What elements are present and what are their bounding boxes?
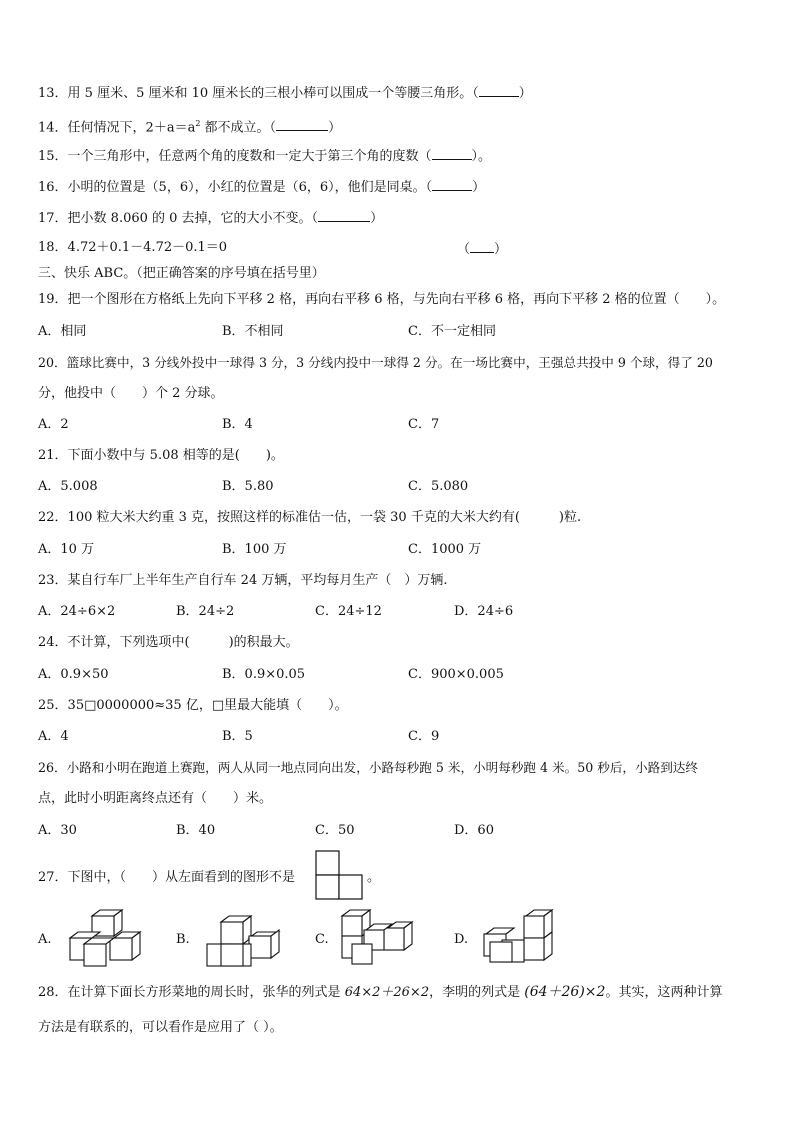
option-b[interactable]: B．不相同	[222, 324, 284, 339]
question-20-line-2: 分，他投中（ ）个 2 分球。	[38, 386, 224, 401]
option-c[interactable]: C．9	[408, 729, 440, 744]
option-d-cubes-figure	[478, 908, 558, 968]
question-14-text: 14．任何情况下，2＋a＝a	[38, 120, 196, 136]
question-15-text: 15．一个三角形中，任意两个角的度数和一定大于第三个角的度数（	[38, 149, 432, 164]
question-26-line-2: 点，此时小明距离终点还有（ ）米。	[38, 791, 273, 806]
question-16-text: 16．小明的位置是（5，6），小红的位置是（6，6），他们是同桌。（	[38, 180, 433, 195]
option-a[interactable]: A.	[38, 932, 52, 947]
question-13	[38, 84, 532, 102]
answer-blank[interactable]	[432, 147, 472, 160]
question-28-line-1	[38, 984, 722, 1001]
question-14	[38, 116, 341, 136]
question-27-end: 。	[367, 870, 381, 885]
question-18-answer	[457, 240, 507, 258]
option-c[interactable]: C．24÷12	[315, 604, 382, 619]
option-a[interactable]: A．4	[38, 729, 69, 744]
question-17	[38, 209, 383, 227]
option-a[interactable]: A．0.9×50	[38, 667, 109, 682]
answer-blank[interactable]	[276, 118, 328, 131]
option-a[interactable]: A．相同	[38, 324, 87, 339]
superscript: 2	[195, 119, 201, 128]
option-a[interactable]: A．30	[38, 823, 77, 838]
option-d[interactable]: D．60	[454, 823, 494, 838]
option-c-cubes-figure	[338, 908, 418, 968]
option-b[interactable]: B．5	[222, 729, 253, 744]
paren-close: ）	[370, 211, 384, 226]
question-27	[38, 870, 295, 886]
question-14-text-end: 都不成立。（	[200, 120, 277, 136]
option-b-cubes-figure	[205, 912, 281, 968]
paren-close: ）。	[471, 149, 492, 164]
option-c[interactable]: C．50	[315, 823, 355, 838]
option-c[interactable]: C．900×0.005	[408, 667, 504, 682]
option-c[interactable]: C．1000 万	[408, 542, 482, 557]
question-27-text: 27．下图中，（ ）从左面看到的图形不是	[38, 870, 296, 885]
question-16	[38, 178, 485, 196]
question-28-text-mid: ，李明的列式是	[429, 985, 525, 1000]
question-13-text: 13．用 5 厘米、5 厘米和 10 厘米长的三根小棒可以围成一个等腰三角形。（	[38, 86, 479, 101]
question-28-text: 28．在计算下面长方形菜地的周长时，张华的列式是	[38, 985, 345, 1000]
formula-liming: (64＋26)×2	[524, 984, 606, 1000]
paren-close: ）	[328, 120, 342, 136]
paren-close: ）	[494, 242, 508, 257]
option-d[interactable]: D．24÷6	[454, 604, 514, 619]
option-c[interactable]: C．不一定相同	[408, 324, 496, 339]
option-b[interactable]: B．100 万	[222, 542, 287, 557]
answer-blank[interactable]	[318, 209, 370, 222]
option-b[interactable]: B．24÷2	[176, 604, 235, 619]
option-b[interactable]: B．5.80	[222, 479, 274, 494]
formula-zhanghua: 64×2＋26×2	[344, 985, 430, 1000]
answer-blank[interactable]	[432, 178, 472, 191]
question-28-text-end: 。其实，这两种计算	[605, 985, 723, 1000]
option-a[interactable]: A．5.008	[38, 479, 98, 494]
option-a[interactable]: A．24÷6×2	[38, 604, 116, 619]
paren-close: ）	[518, 86, 532, 101]
section-heading: 三、快乐 ABC。（把正确答案的序号填在括号里）	[38, 266, 325, 281]
reference-view-figure	[315, 850, 365, 902]
question-24: 24．不计算，下列选项中( )的积最大。	[38, 635, 299, 650]
answer-blank[interactable]	[470, 240, 494, 253]
question-20-line-1: 20．篮球比赛中，3 分线外投中一球得 3 分，3 分线内投中一球得 2 分。在一场比赛中，王强总共投中 9 个球，得了 20	[38, 355, 713, 370]
option-c[interactable]: C．7	[408, 417, 440, 432]
paren-open: （	[457, 242, 471, 257]
option-a[interactable]: A．2	[38, 417, 69, 432]
option-c[interactable]: C．5.080	[408, 479, 469, 494]
answer-blank[interactable]	[479, 84, 519, 97]
option-a[interactable]: A．10 万	[38, 542, 95, 557]
option-a-cubes-figure	[66, 908, 142, 968]
question-25: 25．35□0000000≈35 亿，□里最大能填（ ）。	[38, 698, 348, 713]
question-15	[38, 147, 491, 165]
question-23: 23．某自行车厂上半年生产自行车 24 万辆，平均每月生产（ ）万辆.	[38, 573, 448, 588]
option-b[interactable]: B．4	[222, 417, 253, 432]
paren-close: ）	[472, 180, 486, 195]
question-21: 21．下面小数中与 5.08 相等的是( )。	[38, 448, 284, 463]
question-26-line-1: 26．小路和小明在跑道上赛跑，两人从同一地点同向出发，小路每秒跑 5 米，小明每秒跑 4 米。50 秒后，小路到达终	[38, 760, 698, 775]
option-c[interactable]: C.	[315, 932, 329, 947]
question-22: 22．100 粒大米大约重 3 克，按照这样的标准估一估，一袋 30 千克的大米大约有( )粒.	[38, 510, 582, 525]
question-28-line-2: 方法是有联系的，可以看作是应用了（ ）。	[38, 1020, 283, 1035]
question-19: 19．把一个图形在方格纸上先向下平移 2 格，再向右平移 6 格，与先向右平移 6 格，再向下平移 2 格的位置（ ）。	[38, 292, 726, 307]
option-b[interactable]: B．40	[176, 823, 216, 838]
option-b[interactable]: B.	[176, 932, 190, 947]
question-18-text: 18．4.72＋0.1－4.72－0.1＝0	[38, 240, 228, 255]
option-d[interactable]: D.	[454, 932, 469, 947]
option-b[interactable]: B．0.9×0.05	[222, 667, 306, 682]
question-17-text: 17．把小数 8.060 的 0 去掉，它的大小不变。（	[38, 211, 319, 226]
question-18	[38, 240, 227, 256]
